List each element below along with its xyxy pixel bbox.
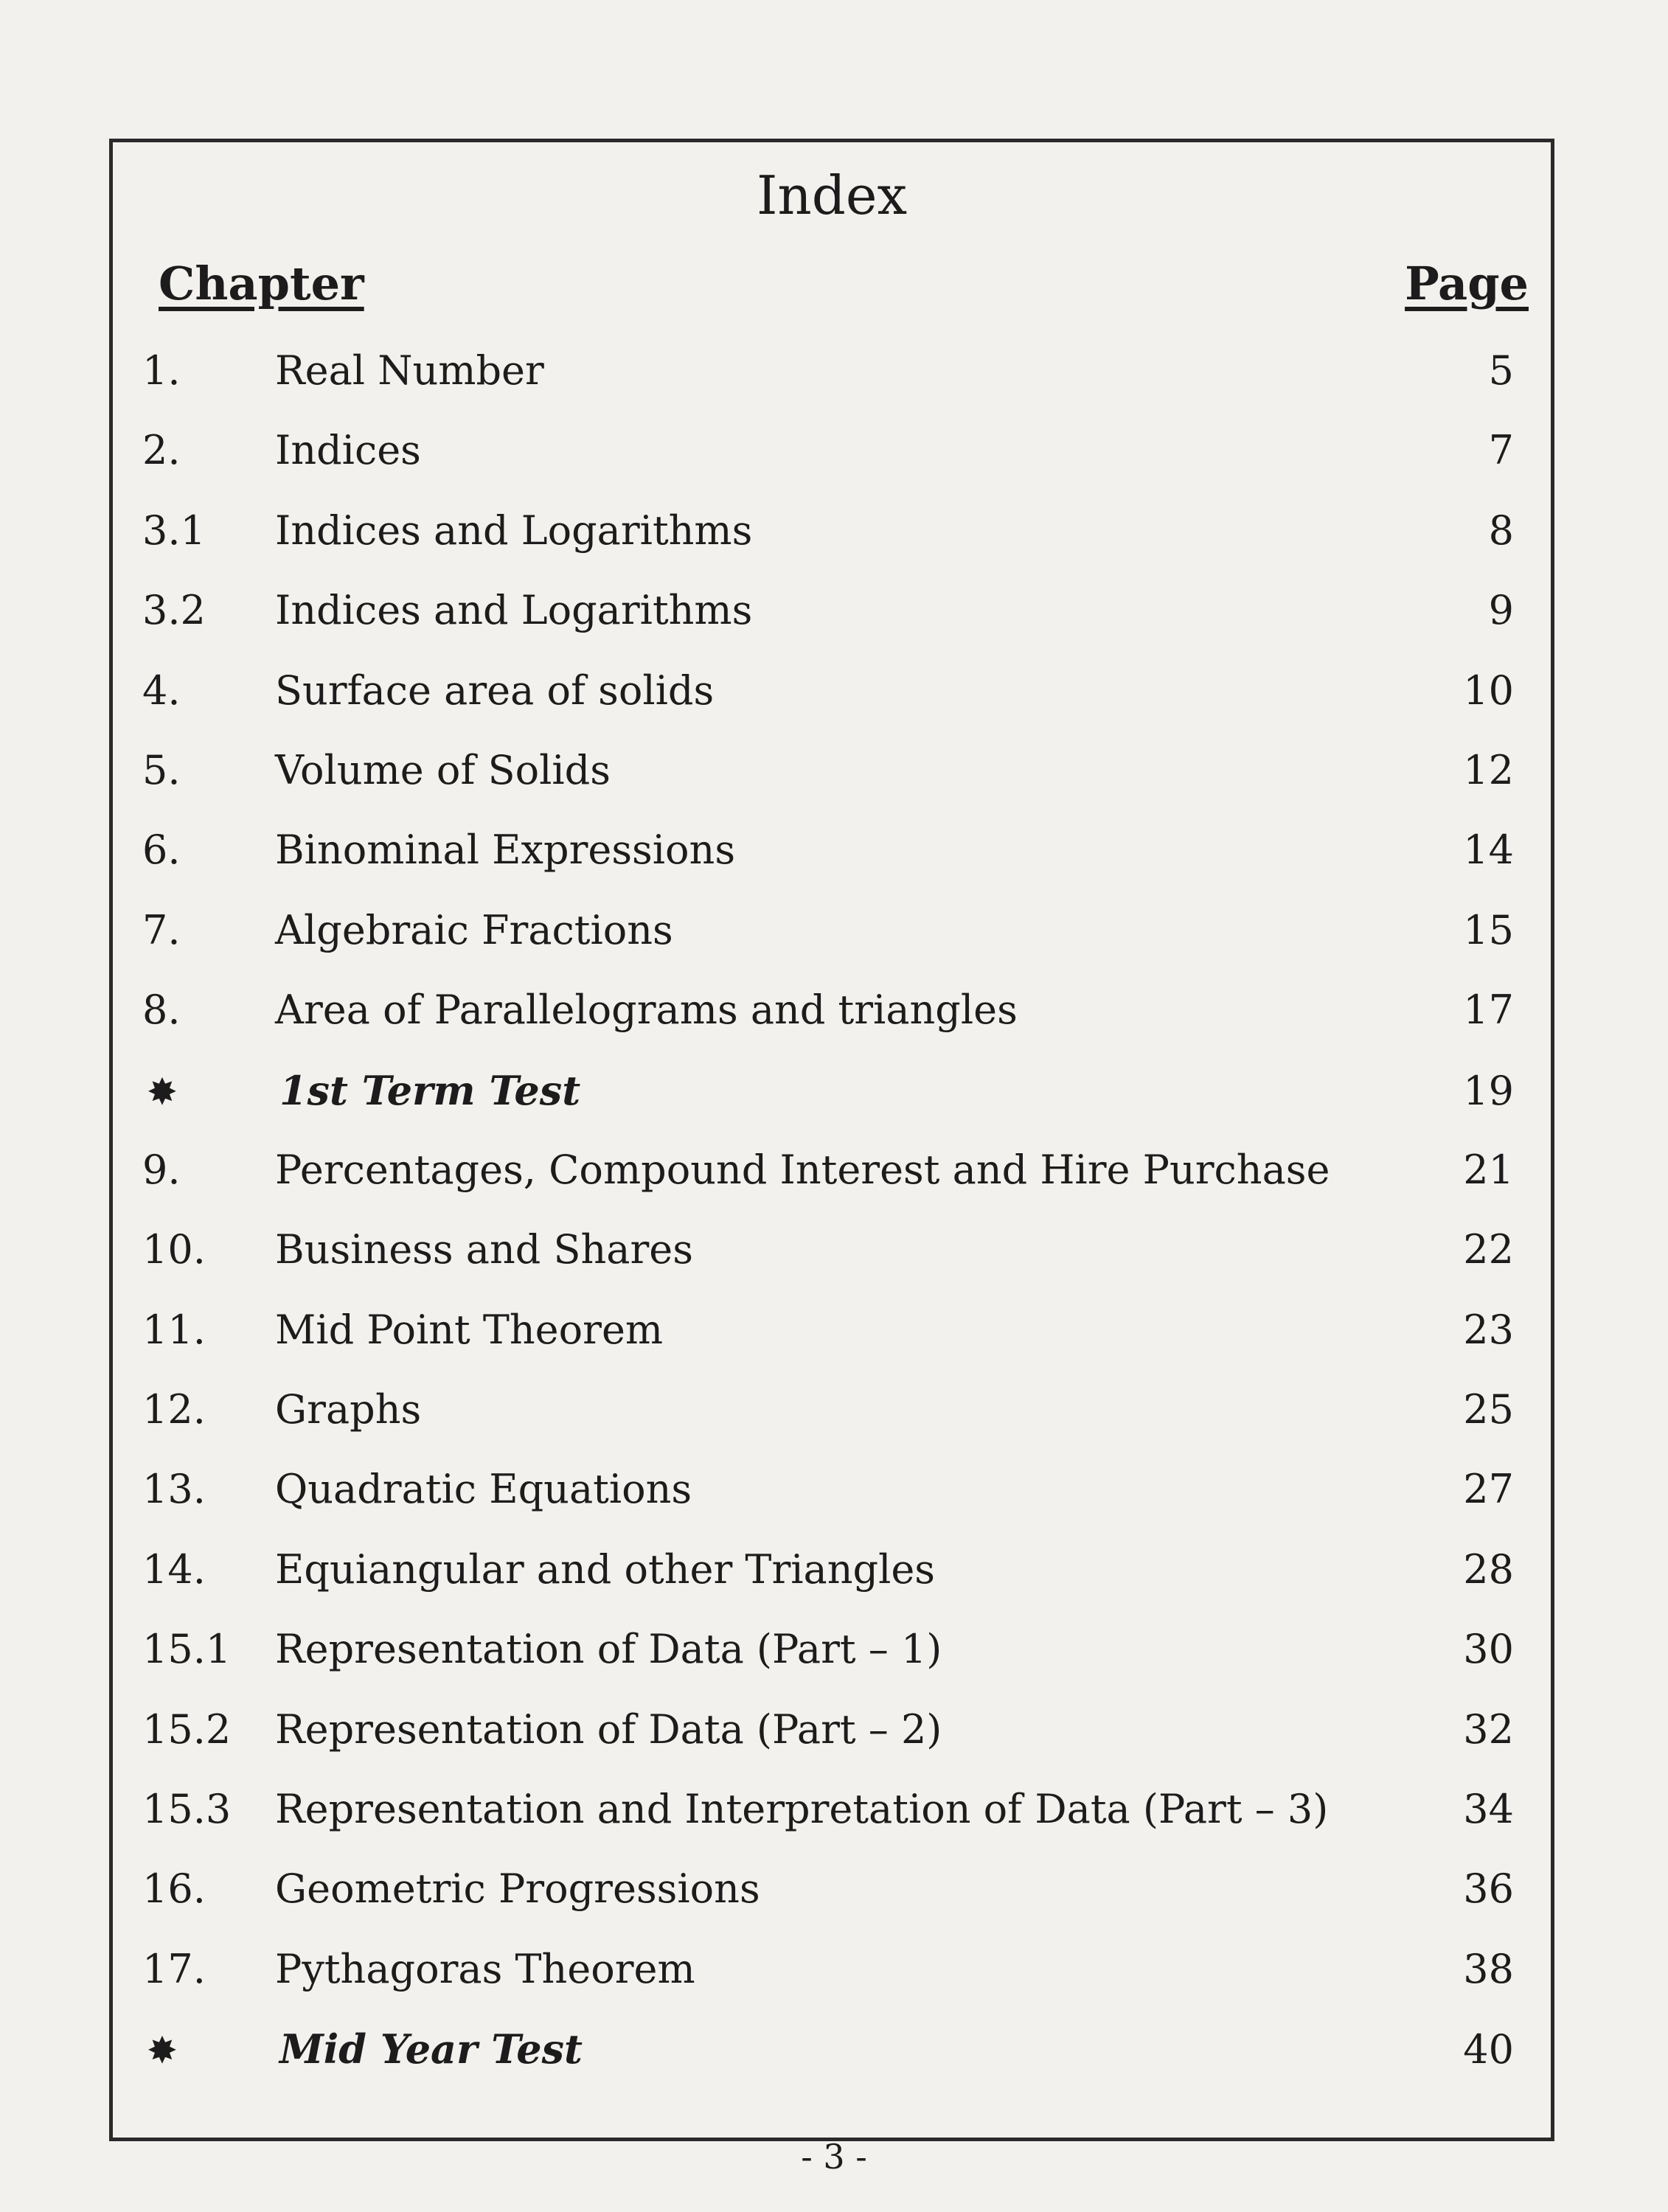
chapter-number: 1.: [142, 347, 181, 394]
chapter-number: 8.: [142, 987, 181, 1034]
chapter-title: Geometric Progressions: [275, 1865, 760, 1913]
index-row: [142, 1786, 1514, 1865]
index-row: [142, 1865, 1514, 1945]
chapter-title: Binominal Expressions: [275, 827, 736, 874]
chapter-page: 12: [1463, 746, 1514, 793]
chapter-number: 3.1: [142, 507, 206, 554]
page-column-header: Page: [1405, 257, 1529, 310]
index-row: [142, 1386, 1514, 1466]
test-page: 40: [1463, 2026, 1514, 2073]
chapter-page: 30: [1463, 1626, 1514, 1673]
index-row: [142, 827, 1514, 906]
chapter-number: 6.: [142, 827, 181, 874]
chapter-number: 12.: [142, 1386, 206, 1433]
chapter-page: 38: [1463, 1945, 1514, 1992]
chapter-number: 15.2: [142, 1705, 232, 1753]
chapter-page: 21: [1463, 1146, 1514, 1193]
chapter-page: 23: [1463, 1306, 1514, 1353]
chapter-title: Area of Parallelograms and triangles: [275, 987, 1018, 1034]
chapter-page: 32: [1463, 1705, 1514, 1753]
chapter-number: 5.: [142, 746, 181, 793]
chapter-number: 4.: [142, 667, 181, 714]
chapter-page: 27: [1463, 1466, 1514, 1513]
chapter-title: Representation of Data (Part – 2): [275, 1705, 942, 1753]
index-row: [142, 507, 1514, 587]
index-row: [142, 1307, 1514, 1386]
chapter-number: 17.: [142, 1945, 206, 1992]
index-row: [142, 1626, 1514, 1705]
chapter-page: 5: [1488, 347, 1514, 394]
chapter-number: 3.2: [142, 587, 206, 634]
index-row: [142, 987, 1514, 1066]
chapter-number: 7.: [142, 906, 181, 953]
chapter-page: 36: [1463, 1865, 1514, 1913]
chapter-page: 10: [1463, 667, 1514, 714]
chapter-page: 7: [1488, 427, 1514, 474]
index-row: [142, 347, 1514, 427]
index-row: [142, 1147, 1514, 1226]
chapter-page: 17: [1463, 987, 1514, 1034]
chapter-title: Equiangular and other Triangles: [275, 1545, 936, 1593]
index-list: [142, 347, 1514, 2106]
chapter-page: 28: [1463, 1545, 1514, 1593]
test-row: [142, 1067, 1514, 1147]
chapter-title: Volume of Solids: [275, 746, 611, 793]
chapter-title: Real Number: [275, 347, 544, 394]
chapter-page: 25: [1463, 1386, 1514, 1433]
index-row: [142, 1946, 1514, 2025]
chapter-title: Business and Shares: [275, 1226, 693, 1273]
chapter-page: 8: [1488, 507, 1514, 554]
index-row: [142, 1226, 1514, 1306]
chapter-number: 2.: [142, 427, 181, 474]
chapter-title: Indices: [275, 427, 421, 474]
chapter-number: 9.: [142, 1146, 181, 1193]
star-bullet-icon: ✸: [147, 2029, 178, 2073]
star-bullet-icon: ✸: [147, 1070, 178, 1113]
chapter-title: Quadratic Equations: [275, 1466, 692, 1513]
test-row: [142, 2025, 1514, 2105]
chapter-title: Representation of Data (Part – 1): [275, 1626, 942, 1673]
chapter-title: Indices and Logarithms: [275, 507, 753, 554]
index-row: [142, 747, 1514, 827]
test-page: 19: [1463, 1067, 1514, 1114]
chapter-number: 10.: [142, 1226, 206, 1273]
chapter-title: Graphs: [275, 1386, 422, 1433]
index-row: [142, 427, 1514, 507]
chapter-number: 13.: [142, 1466, 206, 1513]
chapter-column-header: Chapter: [159, 257, 364, 310]
chapter-number: 11.: [142, 1306, 206, 1353]
chapter-page: 9: [1488, 587, 1514, 634]
chapter-number: 16.: [142, 1865, 206, 1913]
index-row: [142, 667, 1514, 747]
test-title: 1st Term Test: [279, 1066, 581, 1114]
chapter-number: 15.1: [142, 1626, 232, 1673]
chapter-number: 15.3: [142, 1786, 232, 1833]
chapter-title: Pythagoras Theorem: [275, 1945, 695, 1992]
chapter-title: Surface area of solids: [275, 667, 715, 714]
chapter-number: 14.: [142, 1545, 206, 1593]
test-title: Mid Year Test: [279, 2025, 583, 2073]
index-row: [142, 587, 1514, 667]
page-title: Index: [756, 164, 908, 226]
index-row: [142, 1546, 1514, 1626]
page-number: - 3 -: [801, 2137, 867, 2177]
chapter-title: Percentages, Compound Interest and Hire Purchase: [275, 1146, 1330, 1193]
index-row: [142, 1706, 1514, 1786]
index-frame: [109, 139, 1554, 2141]
chapter-title: Indices and Logarithms: [275, 587, 753, 634]
chapter-title: Representation and Interpretation of Data (Part – 3): [275, 1786, 1329, 1833]
index-row: [142, 1466, 1514, 1545]
chapter-title: Algebraic Fractions: [275, 906, 673, 953]
chapter-page: 15: [1463, 906, 1514, 953]
chapter-title: Mid Point Theorem: [275, 1306, 664, 1353]
chapter-page: 14: [1463, 827, 1514, 874]
chapter-page: 34: [1463, 1786, 1514, 1833]
chapter-page: 22: [1463, 1226, 1514, 1273]
index-row: [142, 907, 1514, 987]
